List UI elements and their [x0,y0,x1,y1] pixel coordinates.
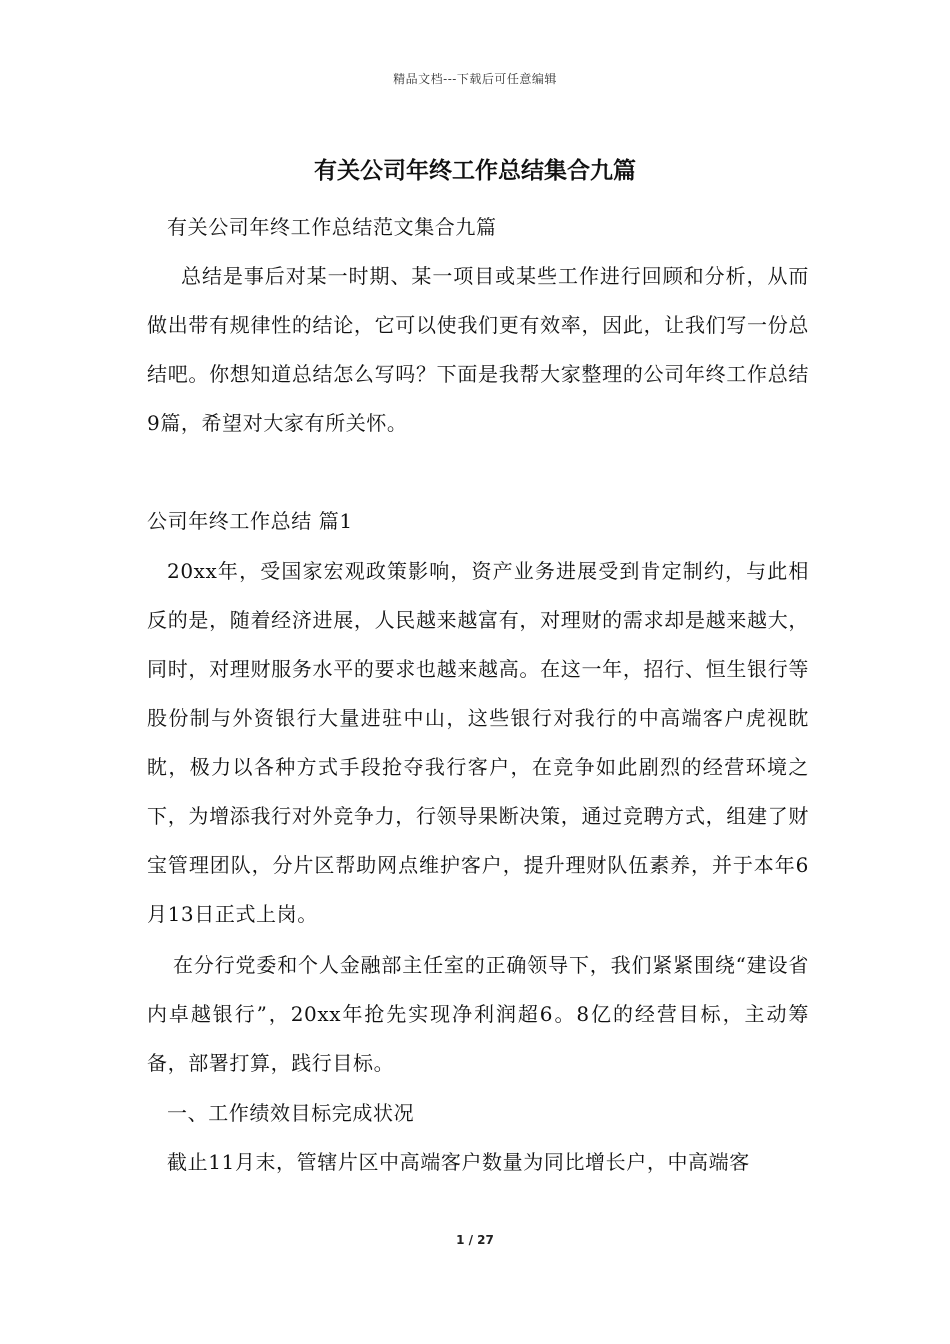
header-note: 精品文档---下载后可任意编辑 [393,72,557,86]
paragraph-1: 20xx年，受国家宏观政策影响，资产业务进展受到肯定制约，与此相反的是，随着经济进展，人民越来越富有，对理财的需求却是越来越大，同时，对理财服务水平的要求也越来越高。在这一年，招行、恒生银行等股份制与外资银行大量进驻中山，这些银行对我行的中高端客户虎视眈眈，极力以各种方式手段抢夺我行客户，在竞争如此剧烈的经营环境之下，为增添我行对外竞争力，行领导果断决策，通过竞聘方式，组建了财宝管理团队，分片区帮助网点维护客户，提升理财队伍素养，并于本年6月13日正式上岗。 [147,559,809,926]
document-title: 有关公司年终工作总结集合九篇 [314,158,636,184]
paragraph-2: 在分行党委和个人金融部主任室的正确领导下，我们紧紧围绕“建设省内卓越银行”，20xx年抢先实现净利润超6。8亿的经营目标，主动筹备，部署打算，践行目标。 [147,953,809,1075]
intro-paragraph: 总结是事后对某一时期、某一项目或某些工作进行回顾和分析，从而做出带有规律性的结论，它可以使我们更有效率，因此，让我们写一份总结吧。你想知道总结怎么写吗？下面是我帮大家整理的公司年终工作总结9篇，希望对大家有所关怀。 [147,264,809,435]
subheading-1: 一、工作绩效目标完成状况 [167,1101,415,1125]
page-number: 1 / 27 [456,1233,494,1247]
document-subtitle: 有关公司年终工作总结范文集合九篇 [167,215,497,239]
section-heading: 公司年终工作总结 篇1 [147,509,353,533]
paragraph-3: 截止11月末，管辖片区中高端客户数量为同比增长户，中高端客 [167,1150,750,1174]
